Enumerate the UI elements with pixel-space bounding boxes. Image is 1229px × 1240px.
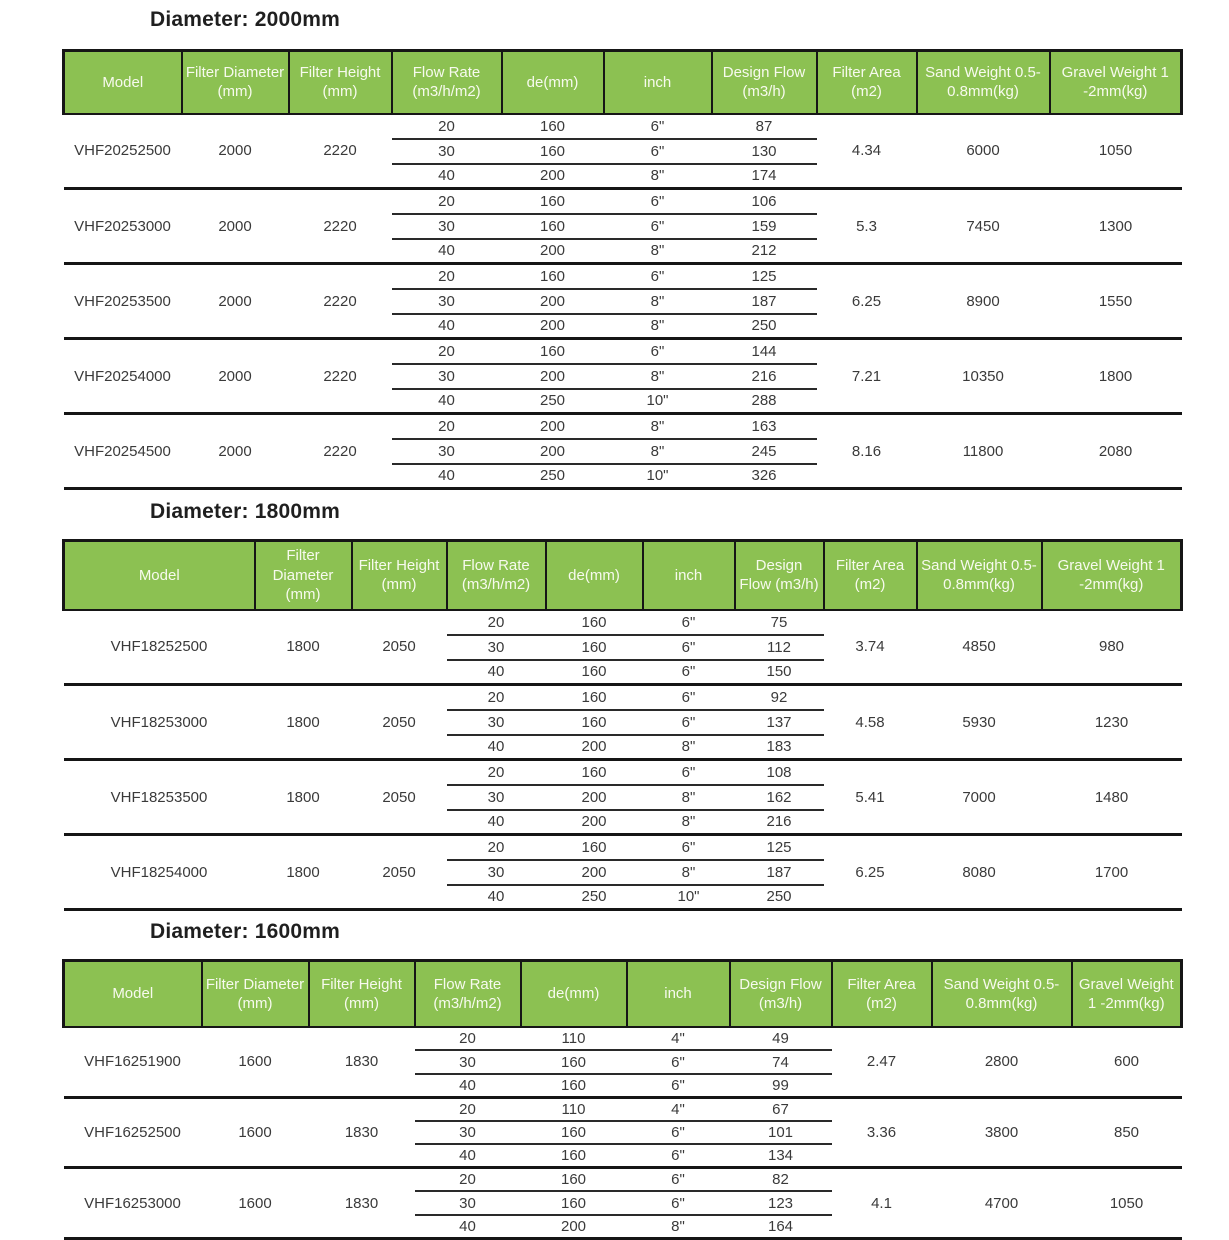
flow-rate-cell: 40 <box>392 239 502 264</box>
flow-rate-cell: 30 <box>392 289 502 314</box>
model-group-row <box>64 264 1182 289</box>
flow-rate-cell: 30 <box>392 139 502 164</box>
de-cell: 200 <box>502 289 604 314</box>
inch-cell: 8" <box>643 810 735 835</box>
flow-rate-cell: 30 <box>415 1050 521 1074</box>
flow-rate-cell: 20 <box>392 264 502 289</box>
section-title-2000mm: Diameter: 2000mm <box>150 8 340 31</box>
inch-cell: 8" <box>604 314 712 339</box>
filter-area-cell: 7.21 <box>817 339 917 414</box>
inch-cell: 4" <box>627 1027 730 1051</box>
de-cell: 200 <box>546 810 643 835</box>
design-flow-cell: 108 <box>735 760 824 785</box>
filter-height-cell: 2050 <box>352 610 447 685</box>
de-cell: 200 <box>546 735 643 760</box>
filter-area-cell: 3.74 <box>824 610 917 685</box>
inch-cell: 6" <box>627 1050 730 1074</box>
design-flow-cell: 288 <box>712 389 817 414</box>
flow-rate-cell: 20 <box>392 189 502 214</box>
design-flow-cell: 87 <box>712 114 817 139</box>
column-header-filter-height: Filter Height (mm) <box>289 51 392 114</box>
section-diameter-2000mm <box>0 8 1229 490</box>
model-cell: VHF16253000 <box>64 1168 202 1239</box>
design-flow-cell: 163 <box>712 414 817 439</box>
de-cell: 160 <box>521 1191 627 1215</box>
flow-rate-cell: 20 <box>415 1027 521 1051</box>
inch-cell: 10" <box>643 885 735 910</box>
flow-rate-cell: 30 <box>415 1191 521 1215</box>
column-header-inch: inch <box>627 961 730 1027</box>
sand-weight-cell: 8080 <box>917 835 1042 910</box>
inch-cell: 8" <box>627 1215 730 1239</box>
inch-cell: 6" <box>627 1144 730 1168</box>
de-cell: 110 <box>521 1097 627 1121</box>
inch-cell: 8" <box>604 439 712 464</box>
column-header-gravel-weight: Gravel Weight 1 -2mm(kg) <box>1042 541 1182 610</box>
filter-height-cell: 2220 <box>289 414 392 489</box>
gravel-weight-cell: 1300 <box>1050 189 1182 264</box>
design-flow-cell: 99 <box>730 1074 832 1098</box>
design-flow-cell: 183 <box>735 735 824 760</box>
flow-rate-cell: 20 <box>392 339 502 364</box>
inch-cell: 6" <box>627 1074 730 1098</box>
flow-rate-cell: 30 <box>392 214 502 239</box>
filter-area-cell: 8.16 <box>817 414 917 489</box>
flow-rate-cell: 20 <box>447 685 546 710</box>
design-flow-cell: 144 <box>712 339 817 364</box>
de-cell: 250 <box>502 389 604 414</box>
design-flow-cell: 326 <box>712 464 817 489</box>
inch-cell: 8" <box>604 414 712 439</box>
filter-area-cell: 5.41 <box>824 760 917 835</box>
design-flow-cell: 212 <box>712 239 817 264</box>
sand-weight-cell: 3800 <box>932 1097 1072 1168</box>
de-cell: 160 <box>502 214 604 239</box>
flow-rate-cell: 30 <box>447 785 546 810</box>
inch-cell: 8" <box>643 785 735 810</box>
inch-cell: 4" <box>627 1097 730 1121</box>
gravel-weight-cell: 1800 <box>1050 339 1182 414</box>
filter-area-cell: 5.3 <box>817 189 917 264</box>
column-header-model: Model <box>64 961 202 1027</box>
column-header-filter-diameter: Filter Diameter (mm) <box>202 961 309 1027</box>
design-flow-cell: 187 <box>735 860 824 885</box>
design-flow-cell: 174 <box>712 164 817 189</box>
de-cell: 160 <box>521 1050 627 1074</box>
inch-cell: 6" <box>643 635 735 660</box>
column-header-filter-height: Filter Height (mm) <box>352 541 447 610</box>
flow-rate-cell: 20 <box>392 414 502 439</box>
de-cell: 160 <box>546 710 643 735</box>
filter-height-cell: 1830 <box>309 1097 415 1168</box>
model-group-row <box>64 1097 1182 1121</box>
sand-weight-cell: 2800 <box>932 1027 1072 1098</box>
design-flow-cell: 92 <box>735 685 824 710</box>
column-header-filter-area: Filter Area (m2) <box>817 51 917 114</box>
model-group-row <box>64 685 1182 710</box>
flow-rate-cell: 40 <box>447 660 546 685</box>
de-cell: 160 <box>502 139 604 164</box>
filter-height-cell: 2220 <box>289 264 392 339</box>
filter-diameter-cell: 2000 <box>182 339 289 414</box>
gravel-weight-cell: 980 <box>1042 610 1182 685</box>
design-flow-cell: 164 <box>730 1215 832 1239</box>
inch-cell: 6" <box>643 760 735 785</box>
inch-cell: 6" <box>604 214 712 239</box>
column-header-flow-rate: Flow Rate (m3/h/m2) <box>415 961 521 1027</box>
section-title-1600mm: Diameter: 1600mm <box>150 920 340 944</box>
flow-rate-cell: 20 <box>447 760 546 785</box>
de-cell: 200 <box>502 364 604 389</box>
inch-cell: 8" <box>604 364 712 389</box>
model-group-row <box>64 114 1182 139</box>
inch-cell: 6" <box>604 264 712 289</box>
design-flow-cell: 216 <box>735 810 824 835</box>
de-cell: 200 <box>502 439 604 464</box>
spec-table-1800mm <box>62 539 1183 911</box>
filter-diameter-cell: 1800 <box>255 835 352 910</box>
column-header-filter-area: Filter Area (m2) <box>824 541 917 610</box>
inch-cell: 6" <box>604 339 712 364</box>
gravel-weight-cell: 1480 <box>1042 760 1182 835</box>
design-flow-cell: 130 <box>712 139 817 164</box>
flow-rate-cell: 40 <box>447 885 546 910</box>
inch-cell: 6" <box>604 114 712 139</box>
de-cell: 160 <box>546 610 643 635</box>
filter-area-cell: 2.47 <box>832 1027 932 1098</box>
spec-table-2000mm <box>62 49 1183 490</box>
model-cell: VHF18254000 <box>64 835 255 910</box>
filter-diameter-cell: 1800 <box>255 760 352 835</box>
gravel-weight-cell: 1550 <box>1050 264 1182 339</box>
flow-rate-cell: 30 <box>447 635 546 660</box>
filter-diameter-cell: 2000 <box>182 114 289 189</box>
section-diameter-1800mm <box>0 500 1229 911</box>
gravel-weight-cell: 850 <box>1072 1097 1182 1168</box>
column-header-filter-height: Filter Height (mm) <box>309 961 415 1027</box>
filter-height-cell: 1830 <box>309 1027 415 1098</box>
de-cell: 250 <box>502 464 604 489</box>
flow-rate-cell: 20 <box>447 835 546 860</box>
inch-cell: 6" <box>643 660 735 685</box>
de-cell: 200 <box>502 164 604 189</box>
design-flow-cell: 112 <box>735 635 824 660</box>
column-header-de: de(mm) <box>546 541 643 610</box>
model-cell: VHF20253000 <box>64 189 182 264</box>
de-cell: 200 <box>521 1215 627 1239</box>
model-group-row <box>64 760 1182 785</box>
flow-rate-cell: 30 <box>392 364 502 389</box>
de-cell: 160 <box>546 660 643 685</box>
sand-weight-cell: 7450 <box>917 189 1050 264</box>
column-header-flow-rate: Flow Rate (m3/h/m2) <box>392 51 502 114</box>
de-cell: 110 <box>521 1027 627 1051</box>
de-cell: 160 <box>502 189 604 214</box>
filter-area-cell: 4.1 <box>832 1168 932 1239</box>
column-header-inch: inch <box>643 541 735 610</box>
de-cell: 200 <box>546 785 643 810</box>
column-header-inch: inch <box>604 51 712 114</box>
filter-area-cell: 3.36 <box>832 1097 932 1168</box>
inch-cell: 10" <box>604 389 712 414</box>
filter-diameter-cell: 1600 <box>202 1097 309 1168</box>
design-flow-cell: 216 <box>712 364 817 389</box>
design-flow-cell: 101 <box>730 1121 832 1145</box>
model-group-row <box>64 835 1182 860</box>
inch-cell: 8" <box>643 735 735 760</box>
design-flow-cell: 187 <box>712 289 817 314</box>
column-header-filter-area: Filter Area (m2) <box>832 961 932 1027</box>
flow-rate-cell: 40 <box>415 1215 521 1239</box>
flow-rate-cell: 20 <box>415 1168 521 1192</box>
flow-rate-cell: 40 <box>392 164 502 189</box>
sand-weight-cell: 10350 <box>917 339 1050 414</box>
model-cell: VHF18253000 <box>64 685 255 760</box>
flow-rate-cell: 30 <box>447 860 546 885</box>
filter-diameter-cell: 1600 <box>202 1168 309 1239</box>
column-header-flow-rate: Flow Rate (m3/h/m2) <box>447 541 546 610</box>
de-cell: 160 <box>502 339 604 364</box>
sand-weight-cell: 6000 <box>917 114 1050 189</box>
model-group-row <box>64 1168 1182 1192</box>
inch-cell: 6" <box>643 710 735 735</box>
inch-cell: 6" <box>643 610 735 635</box>
filter-diameter-cell: 1800 <box>255 610 352 685</box>
design-flow-cell: 67 <box>730 1097 832 1121</box>
spec-table-1600mm <box>62 959 1183 1240</box>
gravel-weight-cell: 1050 <box>1072 1168 1182 1239</box>
design-flow-cell: 125 <box>712 264 817 289</box>
gravel-weight-cell: 600 <box>1072 1027 1182 1098</box>
filter-diameter-cell: 2000 <box>182 414 289 489</box>
filter-height-cell: 2220 <box>289 339 392 414</box>
de-cell: 160 <box>546 685 643 710</box>
design-flow-cell: 137 <box>735 710 824 735</box>
column-header-de: de(mm) <box>502 51 604 114</box>
model-group-row <box>64 189 1182 214</box>
filter-diameter-cell: 2000 <box>182 189 289 264</box>
design-flow-cell: 245 <box>712 439 817 464</box>
de-cell: 250 <box>546 885 643 910</box>
model-group-row <box>64 1027 1182 1051</box>
sand-weight-cell: 4700 <box>932 1168 1072 1239</box>
flow-rate-cell: 30 <box>392 439 502 464</box>
flow-rate-cell: 30 <box>415 1121 521 1145</box>
column-header-gravel-weight: Gravel Weight 1 -2mm(kg) <box>1050 51 1182 114</box>
filter-height-cell: 2220 <box>289 114 392 189</box>
model-cell: VHF16251900 <box>64 1027 202 1098</box>
filter-area-cell: 4.58 <box>824 685 917 760</box>
section-diameter-1600mm <box>0 920 1229 1240</box>
column-header-design-flow: Design Flow (m3/h) <box>730 961 832 1027</box>
gravel-weight-cell: 1700 <box>1042 835 1182 910</box>
inch-cell: 6" <box>643 835 735 860</box>
model-group-row <box>64 610 1182 635</box>
filter-height-cell: 1830 <box>309 1168 415 1239</box>
flow-rate-cell: 20 <box>447 610 546 635</box>
de-cell: 160 <box>521 1168 627 1192</box>
de-cell: 160 <box>521 1074 627 1098</box>
filter-diameter-cell: 1600 <box>202 1027 309 1098</box>
flow-rate-cell: 40 <box>447 810 546 835</box>
column-header-sand-weight: Sand Weight 0.5-0.8mm(kg) <box>917 51 1050 114</box>
inch-cell: 10" <box>604 464 712 489</box>
column-header-design-flow: Design Flow (m3/h) <box>712 51 817 114</box>
sand-weight-cell: 4850 <box>917 610 1042 685</box>
flow-rate-cell: 40 <box>392 389 502 414</box>
flow-rate-cell: 40 <box>392 314 502 339</box>
inch-cell: 6" <box>604 189 712 214</box>
design-flow-cell: 123 <box>730 1191 832 1215</box>
flow-rate-cell: 40 <box>447 735 546 760</box>
inch-cell: 6" <box>643 685 735 710</box>
design-flow-cell: 74 <box>730 1050 832 1074</box>
inch-cell: 6" <box>627 1121 730 1145</box>
filter-area-cell: 6.25 <box>817 264 917 339</box>
de-cell: 160 <box>502 264 604 289</box>
filter-height-cell: 2220 <box>289 189 392 264</box>
column-header-sand-weight: Sand Weight 0.5-0.8mm(kg) <box>917 541 1042 610</box>
inch-cell: 8" <box>604 289 712 314</box>
sand-weight-cell: 11800 <box>917 414 1050 489</box>
filter-diameter-cell: 1800 <box>255 685 352 760</box>
de-cell: 160 <box>546 635 643 660</box>
inch-cell: 8" <box>604 164 712 189</box>
column-header-de: de(mm) <box>521 961 627 1027</box>
design-flow-cell: 150 <box>735 660 824 685</box>
de-cell: 200 <box>502 314 604 339</box>
model-cell: VHF20254000 <box>64 339 182 414</box>
filter-area-cell: 6.25 <box>824 835 917 910</box>
de-cell: 160 <box>502 114 604 139</box>
column-header-model: Model <box>64 51 182 114</box>
inch-cell: 6" <box>627 1168 730 1192</box>
section-title-1800mm: Diameter: 1800mm <box>150 500 340 524</box>
design-flow-cell: 75 <box>735 610 824 635</box>
column-header-sand-weight: Sand Weight 0.5-0.8mm(kg) <box>932 961 1072 1027</box>
flow-rate-cell: 40 <box>392 464 502 489</box>
de-cell: 160 <box>521 1121 627 1145</box>
filter-height-cell: 2050 <box>352 760 447 835</box>
filter-diameter-cell: 2000 <box>182 264 289 339</box>
model-cell: VHF20252500 <box>64 114 182 189</box>
de-cell: 160 <box>546 835 643 860</box>
flow-rate-cell: 40 <box>415 1074 521 1098</box>
model-cell: VHF16252500 <box>64 1097 202 1168</box>
column-header-filter-diameter: Filter Diameter (mm) <box>182 51 289 114</box>
model-cell: VHF20253500 <box>64 264 182 339</box>
gravel-weight-cell: 1050 <box>1050 114 1182 189</box>
design-flow-cell: 162 <box>735 785 824 810</box>
column-header-design-flow: Design Flow (m3/h) <box>735 541 824 610</box>
sand-weight-cell: 7000 <box>917 760 1042 835</box>
design-flow-cell: 134 <box>730 1144 832 1168</box>
filter-area-cell: 4.34 <box>817 114 917 189</box>
filter-height-cell: 2050 <box>352 685 447 760</box>
model-group-row <box>64 339 1182 364</box>
de-cell: 160 <box>546 760 643 785</box>
column-header-gravel-weight: Gravel Weight 1 -2mm(kg) <box>1072 961 1182 1027</box>
de-cell: 200 <box>546 860 643 885</box>
design-flow-cell: 125 <box>735 835 824 860</box>
design-flow-cell: 49 <box>730 1027 832 1051</box>
inch-cell: 8" <box>604 239 712 264</box>
design-flow-cell: 159 <box>712 214 817 239</box>
design-flow-cell: 250 <box>712 314 817 339</box>
sand-weight-cell: 8900 <box>917 264 1050 339</box>
de-cell: 160 <box>521 1144 627 1168</box>
design-flow-cell: 82 <box>730 1168 832 1192</box>
design-flow-cell: 106 <box>712 189 817 214</box>
gravel-weight-cell: 2080 <box>1050 414 1182 489</box>
gravel-weight-cell: 1230 <box>1042 685 1182 760</box>
inch-cell: 8" <box>643 860 735 885</box>
model-cell: VHF20254500 <box>64 414 182 489</box>
model-cell: VHF18252500 <box>64 610 255 685</box>
inch-cell: 6" <box>604 139 712 164</box>
de-cell: 200 <box>502 239 604 264</box>
filter-height-cell: 2050 <box>352 835 447 910</box>
column-header-model: Model <box>64 541 255 610</box>
flow-rate-cell: 20 <box>392 114 502 139</box>
sand-weight-cell: 5930 <box>917 685 1042 760</box>
inch-cell: 6" <box>627 1191 730 1215</box>
flow-rate-cell: 30 <box>447 710 546 735</box>
model-group-row <box>64 414 1182 439</box>
de-cell: 200 <box>502 414 604 439</box>
flow-rate-cell: 20 <box>415 1097 521 1121</box>
column-header-filter-diameter: Filter Diameter (mm) <box>255 541 352 610</box>
model-cell: VHF18253500 <box>64 760 255 835</box>
flow-rate-cell: 40 <box>415 1144 521 1168</box>
design-flow-cell: 250 <box>735 885 824 910</box>
